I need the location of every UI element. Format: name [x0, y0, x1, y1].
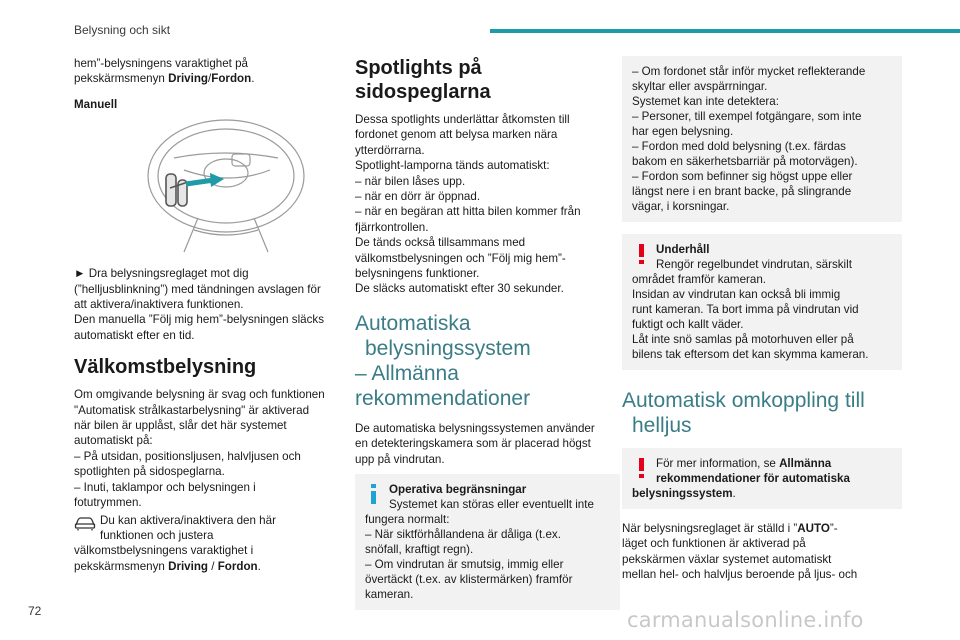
- text-line: läget och funktionen är aktiverad på: [622, 537, 806, 551]
- spotlights-paragraph: [355, 112, 620, 297]
- period: .: [732, 487, 736, 500]
- text-line: automatiskt efter en tid.: [74, 328, 195, 342]
- text-line: att aktivera/inaktivera funktionen.: [74, 298, 244, 312]
- text-line: – när en begäran att hitta bilen kommer från: [355, 205, 581, 219]
- text-line: skyltar eller avspärrningar.: [632, 80, 768, 93]
- heading-line: rekommendationer: [355, 386, 531, 410]
- text-line: ytterdörrarna.: [355, 143, 425, 157]
- text-line: Låt inte snö samlas på motorhuven eller på: [632, 333, 854, 346]
- intro-line: hem”-belysningens varaktighet på: [74, 57, 249, 70]
- high-beam-heading: [622, 388, 902, 438]
- text-line: välkomstbelysningens varaktighet i: [74, 544, 254, 558]
- text-line: kameran.: [365, 588, 414, 602]
- text-line: när bilen är upplåst, slår det här systemet: [74, 419, 287, 433]
- manuell-paragraph: [74, 266, 346, 343]
- text-line: en detekteringskamera som är placerad högst: [355, 437, 591, 451]
- text-line: Den manuella ”Följ mig hem”-belysningen släcks: [74, 313, 325, 327]
- text-line: De tänds också tillsammans med: [355, 236, 526, 250]
- steering-wheel-lever-illustration: [74, 118, 346, 258]
- text-line: snöfall, kraftigt regn).: [365, 543, 474, 557]
- text-line: fuktigt och kallt väder.: [632, 318, 744, 331]
- heading-line: – Allmänna: [355, 361, 459, 385]
- text-line: Spotlight-lamporna tänds automatiskt:: [355, 159, 550, 173]
- text-line: – På utsidan, positionsljusen, halvljusen och: [74, 449, 301, 463]
- column-right: [622, 56, 902, 590]
- text-line: – Om vindrutan är smutsig, immig eller: [365, 558, 564, 572]
- text-line: ”-: [829, 522, 838, 535]
- auto-lighting-paragraph: [355, 421, 620, 467]
- warning-icon: [631, 243, 651, 265]
- text-line: (”helljusblinkning”) med tändningen avslagen för: [74, 282, 321, 296]
- text-line: – Fordon som befinner sig högst uppe eller: [632, 170, 853, 183]
- info-box-continued: [622, 56, 902, 222]
- menu-fordon: Fordon: [211, 72, 252, 86]
- text-line: upp på vindrutan.: [355, 452, 445, 466]
- header-accent-bar: [490, 29, 960, 33]
- welcome-paragraph: [74, 387, 346, 510]
- text-line: – Fordon med dold belysning (t.ex. färdas: [632, 140, 846, 153]
- spotlights-heading: Spotlights på sidospeglarna: [355, 57, 491, 103]
- text-line: Insidan av vindrutan kan också bli immig: [632, 288, 841, 301]
- separator: /: [208, 559, 218, 573]
- text-line: välkomstbelysningen och ”Följ mig hem”-: [355, 251, 566, 265]
- section-title: Belysning och sikt: [74, 23, 171, 37]
- info-icon: [364, 483, 384, 505]
- manuell-heading: Manuell: [74, 97, 118, 111]
- text-line: De släcks automatiskt efter 30 sekunder.: [355, 282, 564, 296]
- text-line: automatiskt på:: [74, 434, 153, 448]
- reference-link-text: Allmänna: [779, 457, 832, 470]
- text-line: mellan hel- och halvljus beroende på ljus- och: [622, 568, 858, 582]
- heading-line: helljus: [632, 414, 692, 437]
- heading-line: belysningssystem: [365, 336, 531, 360]
- menu-driving: Driving: [168, 72, 209, 86]
- menu-driving: Driving: [168, 559, 209, 573]
- settings-note: [74, 513, 346, 544]
- heading-line: Automatiska: [355, 311, 471, 335]
- text-line: Systemet kan inte detektera:: [632, 95, 779, 108]
- text-line: Rengör regelbundet vindrutan, särskilt: [656, 258, 852, 271]
- text-line: Du kan aktivera/inaktivera den här: [100, 513, 276, 527]
- text-line: De automatiska belysningssystemen använder: [355, 421, 595, 435]
- text-line: "Automatisk strålkastarbelysning" är aktiverad: [74, 403, 310, 417]
- text-line: fotutrymmen.: [74, 496, 142, 510]
- text-line: området framför kameran.: [632, 273, 767, 286]
- text-line: ► Dra belysningsreglaget mot dig: [74, 267, 249, 281]
- text-line: övertäckt (t.ex. av klistermärken) framför: [365, 573, 573, 587]
- text-line: bilens tak eftersom det kan skymma kameran.: [632, 348, 869, 361]
- intro-line: pekskärmsmenyn: [74, 72, 169, 86]
- info-box-limitations: [355, 474, 620, 610]
- text-line: – när bilen låses upp.: [355, 174, 466, 188]
- period: .: [251, 72, 255, 86]
- auto-high-beam-paragraph: [622, 521, 902, 583]
- warning-icon: [631, 457, 651, 479]
- text-line: Systemet kan störas eller eventuellt inte: [389, 498, 594, 512]
- text-line: vägar, i korsningar.: [632, 200, 730, 213]
- text-line: fjärrkontrollen.: [355, 220, 429, 234]
- intro-paragraph: [74, 56, 346, 87]
- period: .: [257, 559, 261, 573]
- auto-lighting-heading: [355, 311, 620, 411]
- text-line: pekskärmsmenyn: [74, 559, 169, 573]
- text-line: För mer information, se: [656, 457, 780, 470]
- text-line: – När siktförhållandena är dåliga (t.ex.: [365, 528, 561, 542]
- text-line: Dessa spotlights underlättar åtkomsten till: [355, 113, 570, 126]
- warning-box-reference: [622, 448, 902, 509]
- column-left: [74, 56, 346, 581]
- column-middle: [355, 56, 620, 622]
- warning-box-maintenance: [622, 234, 902, 370]
- welcome-heading: Välkomstbelysning: [74, 356, 257, 379]
- text-line: pekskärmen växlar systemet automatiskt: [622, 552, 832, 566]
- text-line: bakom en säkerhetsbarriär på motorvägen).: [632, 155, 858, 168]
- auto-mode-label: AUTO: [797, 522, 830, 535]
- text-line: spotlighten på sidospeglarna.: [74, 465, 225, 479]
- text-line: belysningens funktioner.: [355, 267, 480, 281]
- text-line: När belysningsreglaget är ställd i ”: [622, 522, 798, 535]
- text-line: fordonet genom att belysa marken nära: [355, 128, 558, 142]
- watermark: carmanualsonline.info: [627, 608, 864, 632]
- text-line: – när en dörr är öppnad.: [355, 190, 481, 204]
- separator: /: [208, 72, 212, 86]
- text-line: – Personer, till exempel fotgängare, som inte: [632, 110, 862, 123]
- settings-paragraph: [74, 543, 346, 574]
- text-line: Om omgivande belysning är svag och funktionen: [74, 388, 325, 402]
- text-line: har egen belysning.: [632, 125, 734, 138]
- heading-line: Automatisk omkoppling till: [622, 389, 865, 412]
- page-number: 72: [28, 604, 42, 618]
- reference-link-text: belysningssystem: [632, 487, 733, 500]
- menu-fordon: Fordon: [217, 559, 258, 573]
- car-icon: [74, 515, 96, 531]
- text-line: runt kameran. Ta bort imma på vindrutan vid: [632, 303, 859, 316]
- text-line: funktionen och justera: [100, 528, 214, 542]
- info-box-title: Operativa begränsningar: [389, 483, 527, 497]
- text-line: – Om fordonet står inför mycket reflekterande: [632, 65, 866, 78]
- warning-box-title: Underhåll: [656, 243, 710, 256]
- text-line: – Inuti, taklampor och belysningen i: [74, 480, 256, 494]
- text-line: fungera normalt:: [365, 513, 450, 527]
- reference-link-text: rekommendationer för automatiska: [656, 472, 850, 485]
- text-line: längst nere i en brant backe, på slingrande: [632, 185, 852, 198]
